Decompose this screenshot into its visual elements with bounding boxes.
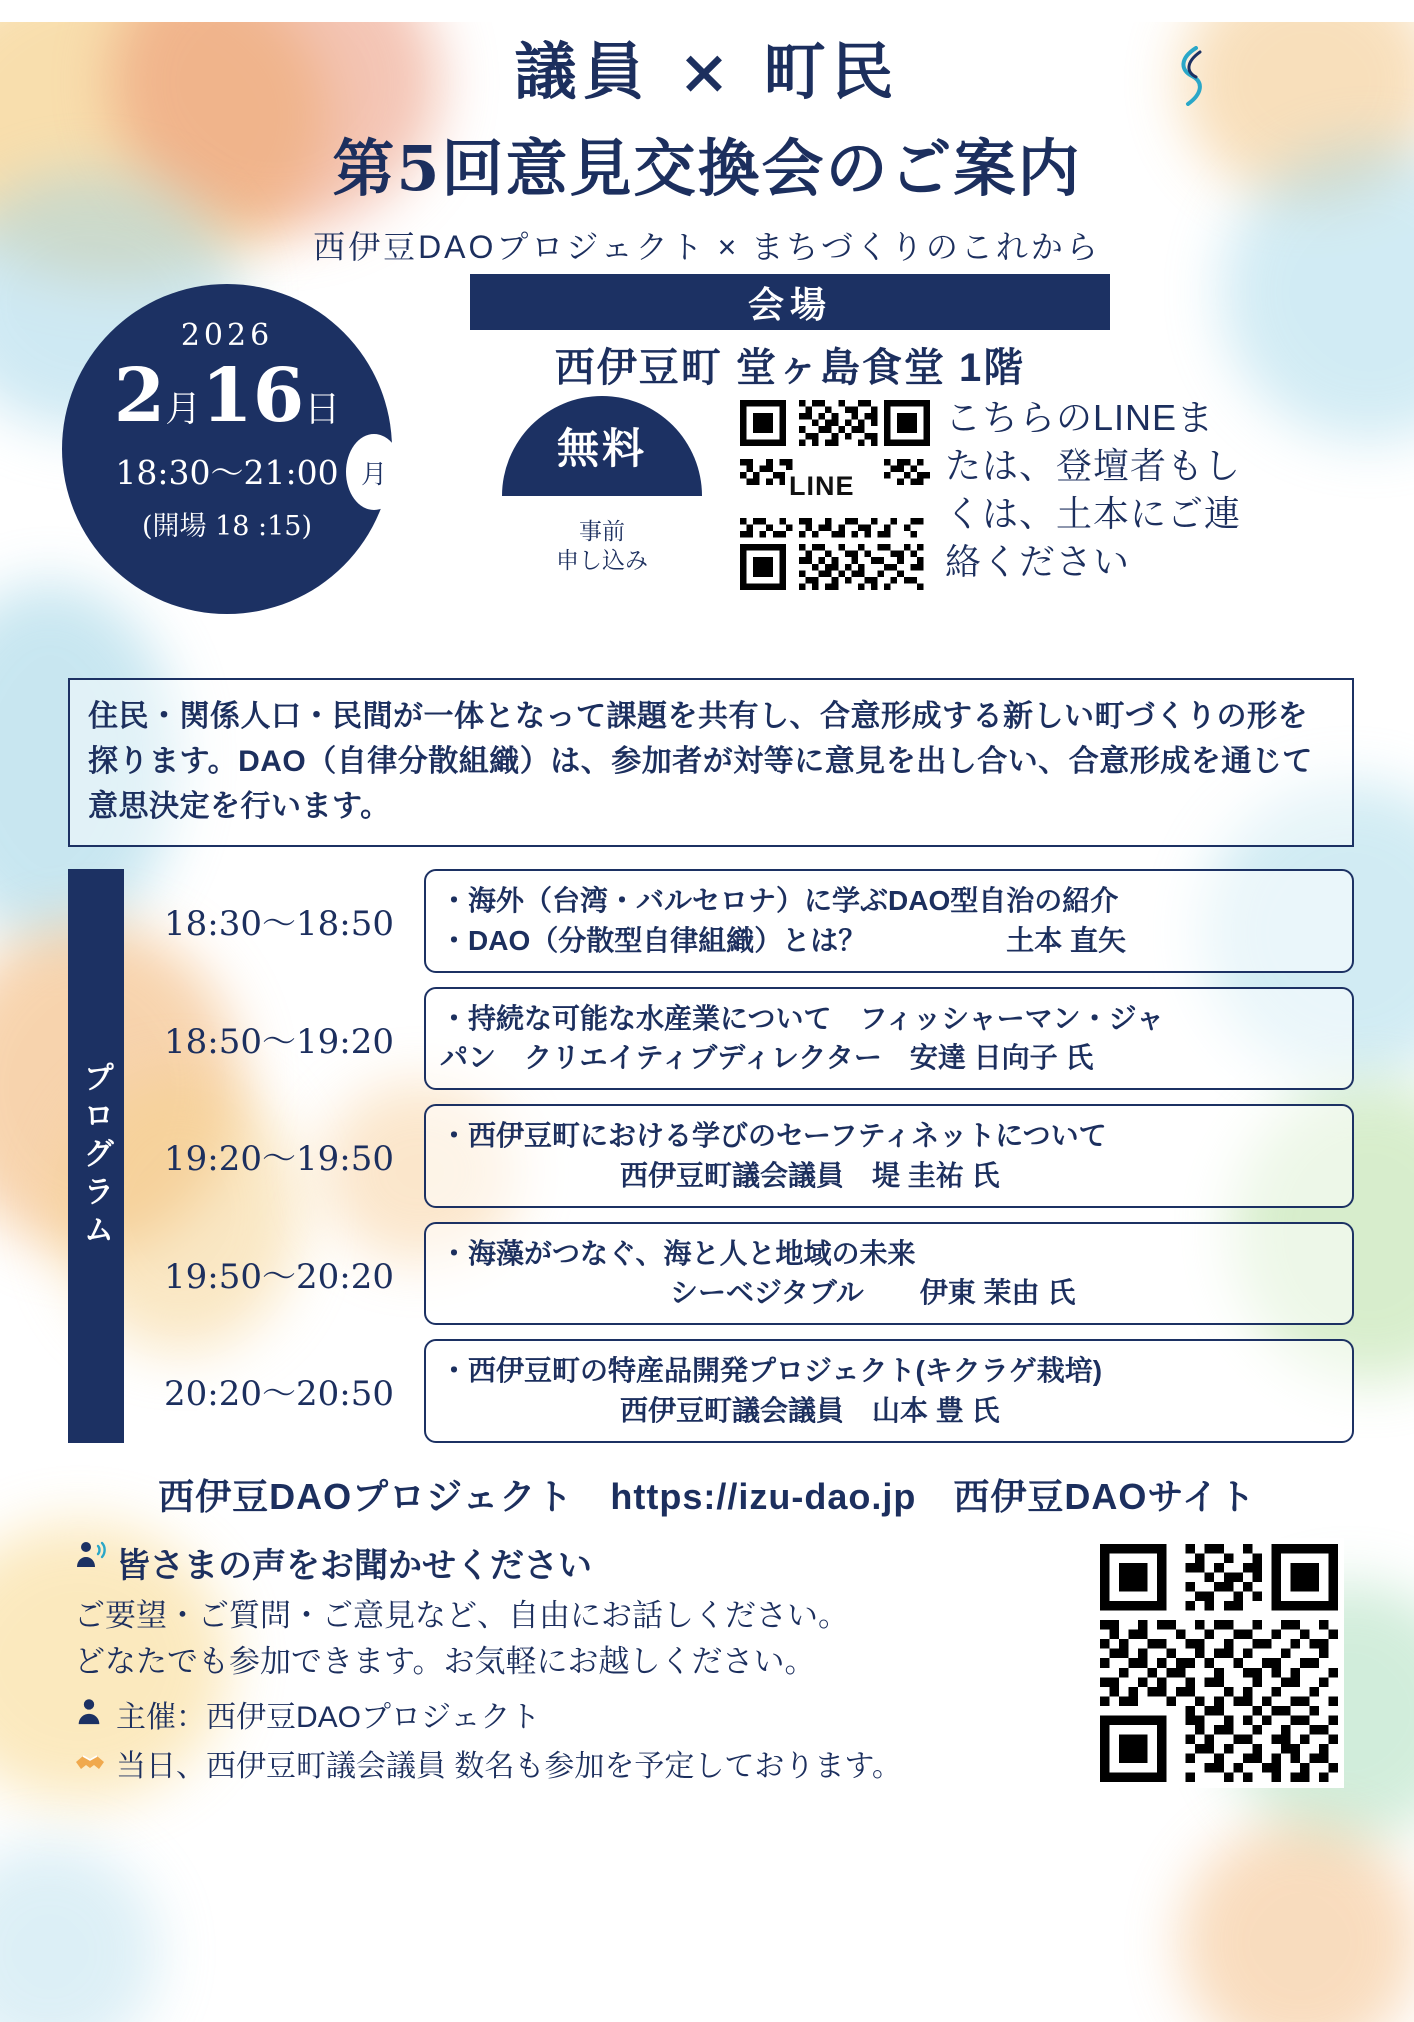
- program-row-line: ・DAO（分散型自律組織）とは？ 土本 直矢: [440, 924, 1127, 956]
- program-row-line: 西伊豆町議会議員 堤 圭祐 氏: [620, 1159, 1000, 1191]
- program-section: [68, 869, 1354, 1443]
- footer-note-text: 当日、西伊豆町議会議員 数名も参加を予定しております。: [116, 1750, 902, 1783]
- free-sub-line1: 事前: [579, 518, 625, 545]
- program-row: [134, 987, 1354, 1091]
- program-row-time: 20:20〜20:50: [164, 1374, 394, 1415]
- venue-name: 西伊豆町 堂ヶ島食堂 1階: [554, 346, 1026, 390]
- footer-host-text: 主催：西伊豆DAOプロジェクト: [116, 1700, 541, 1734]
- event-date: [62, 353, 392, 439]
- program-row-line: ・西伊豆町の特産品開発プロジェクト(キクラゲ栽培): [440, 1355, 1103, 1386]
- event-date-circle: [62, 284, 392, 614]
- program-row-body: [424, 1104, 1354, 1208]
- event-time: 18:30〜21:00: [115, 453, 339, 492]
- person-icon: [74, 1696, 116, 1726]
- speaking-person-icon: [74, 1538, 116, 1570]
- description-box: 住民・関係人口・民間が一体となって課題を共有し、合意形成する新しい町づくりの形を探ります。DAO（自律分散組織）は、参加者が対等に意見を出し合い、合意形成を通じて意思決定を行います。: [68, 678, 1354, 847]
- program-row: [134, 1339, 1354, 1443]
- event-open-time: (開場 18 :15): [141, 511, 313, 542]
- program-row-body: [424, 1339, 1354, 1443]
- footer-voice-heading: 皆さまの声をお聞かせください: [116, 1546, 592, 1585]
- program-row-time: 19:20〜19:50: [164, 1139, 394, 1180]
- program-row-line: 西伊豆町議会議員 山本 豊 氏: [620, 1394, 1000, 1426]
- event-day-unit: 日: [304, 389, 341, 430]
- event-weekday-badge: 月: [346, 434, 402, 510]
- page-title-line2: 第5回意見交換会のご案内: [332, 132, 1082, 205]
- program-row-line: ・海外（台湾・バルセロナ）に学ぶDAO型自治の紹介: [440, 885, 1119, 916]
- website-qr-code[interactable]: [1094, 1538, 1344, 1788]
- program-row-line: ・西伊豆町における学びのセーフティネットについて: [440, 1120, 1107, 1151]
- program-row-time: 18:50〜19:20: [164, 1021, 394, 1062]
- page-subtitle: 西伊豆DAOプロジェクト × まちづくりのこれから: [313, 229, 1101, 265]
- free-admission-badge: [502, 396, 702, 596]
- event-year: 2026: [180, 318, 274, 353]
- program-row-line: ・海藻がつなぐ、海と人と地域の未来: [440, 1237, 916, 1269]
- poster-page: [0, 22, 1414, 1795]
- program-row-body: [424, 869, 1354, 973]
- line-qr-label: LINE: [785, 470, 859, 503]
- event-month-unit: 月: [165, 389, 202, 430]
- footer-body-line2: どなたでも参加できます。お気軽にお越しください。: [74, 1644, 816, 1679]
- footer-section: [74, 1538, 1354, 1795]
- program-row-line: パン クリエイティブディレクター 安達 日向子 氏: [440, 1042, 1094, 1074]
- program-label: プログラム: [68, 869, 124, 1443]
- program-row-time: 19:50〜20:20: [164, 1256, 394, 1297]
- wave-logo-icon: [1166, 46, 1214, 106]
- event-day: 16: [201, 353, 305, 439]
- program-row: [134, 1222, 1354, 1326]
- page-title-line1: 議員 × 町民: [514, 35, 900, 108]
- program-row-body: [424, 987, 1354, 1091]
- program-row: [134, 1104, 1354, 1208]
- footer-body-line1: ご要望・ご質問・ご意見など、自由にお話しください。: [74, 1597, 849, 1633]
- free-sub-line2: 申し込み: [556, 547, 648, 573]
- handshake-icon: [74, 1745, 116, 1777]
- program-row-line: ・持続な可能な水産業について フィッシャーマン・ジャ: [440, 1002, 1165, 1034]
- program-row: [134, 869, 1354, 973]
- program-row-line: シーベジタブル 伊東 茉由 氏: [670, 1277, 1076, 1309]
- event-month: 2: [113, 353, 166, 439]
- free-label: 無料: [502, 396, 702, 496]
- program-row-time: 18:30〜18:50: [164, 904, 394, 945]
- event-info-row: [40, 274, 1374, 674]
- line-contact-text: こちらのLINEまたは、登壇者もしくは、土本にご連絡ください: [945, 397, 1242, 582]
- program-row-body: [424, 1222, 1354, 1326]
- website-line[interactable]: 西伊豆DAOプロジェクト https://izu-dao.jp 西伊豆DAOサイト: [158, 1475, 1256, 1517]
- venue-label: 会場: [470, 274, 1110, 330]
